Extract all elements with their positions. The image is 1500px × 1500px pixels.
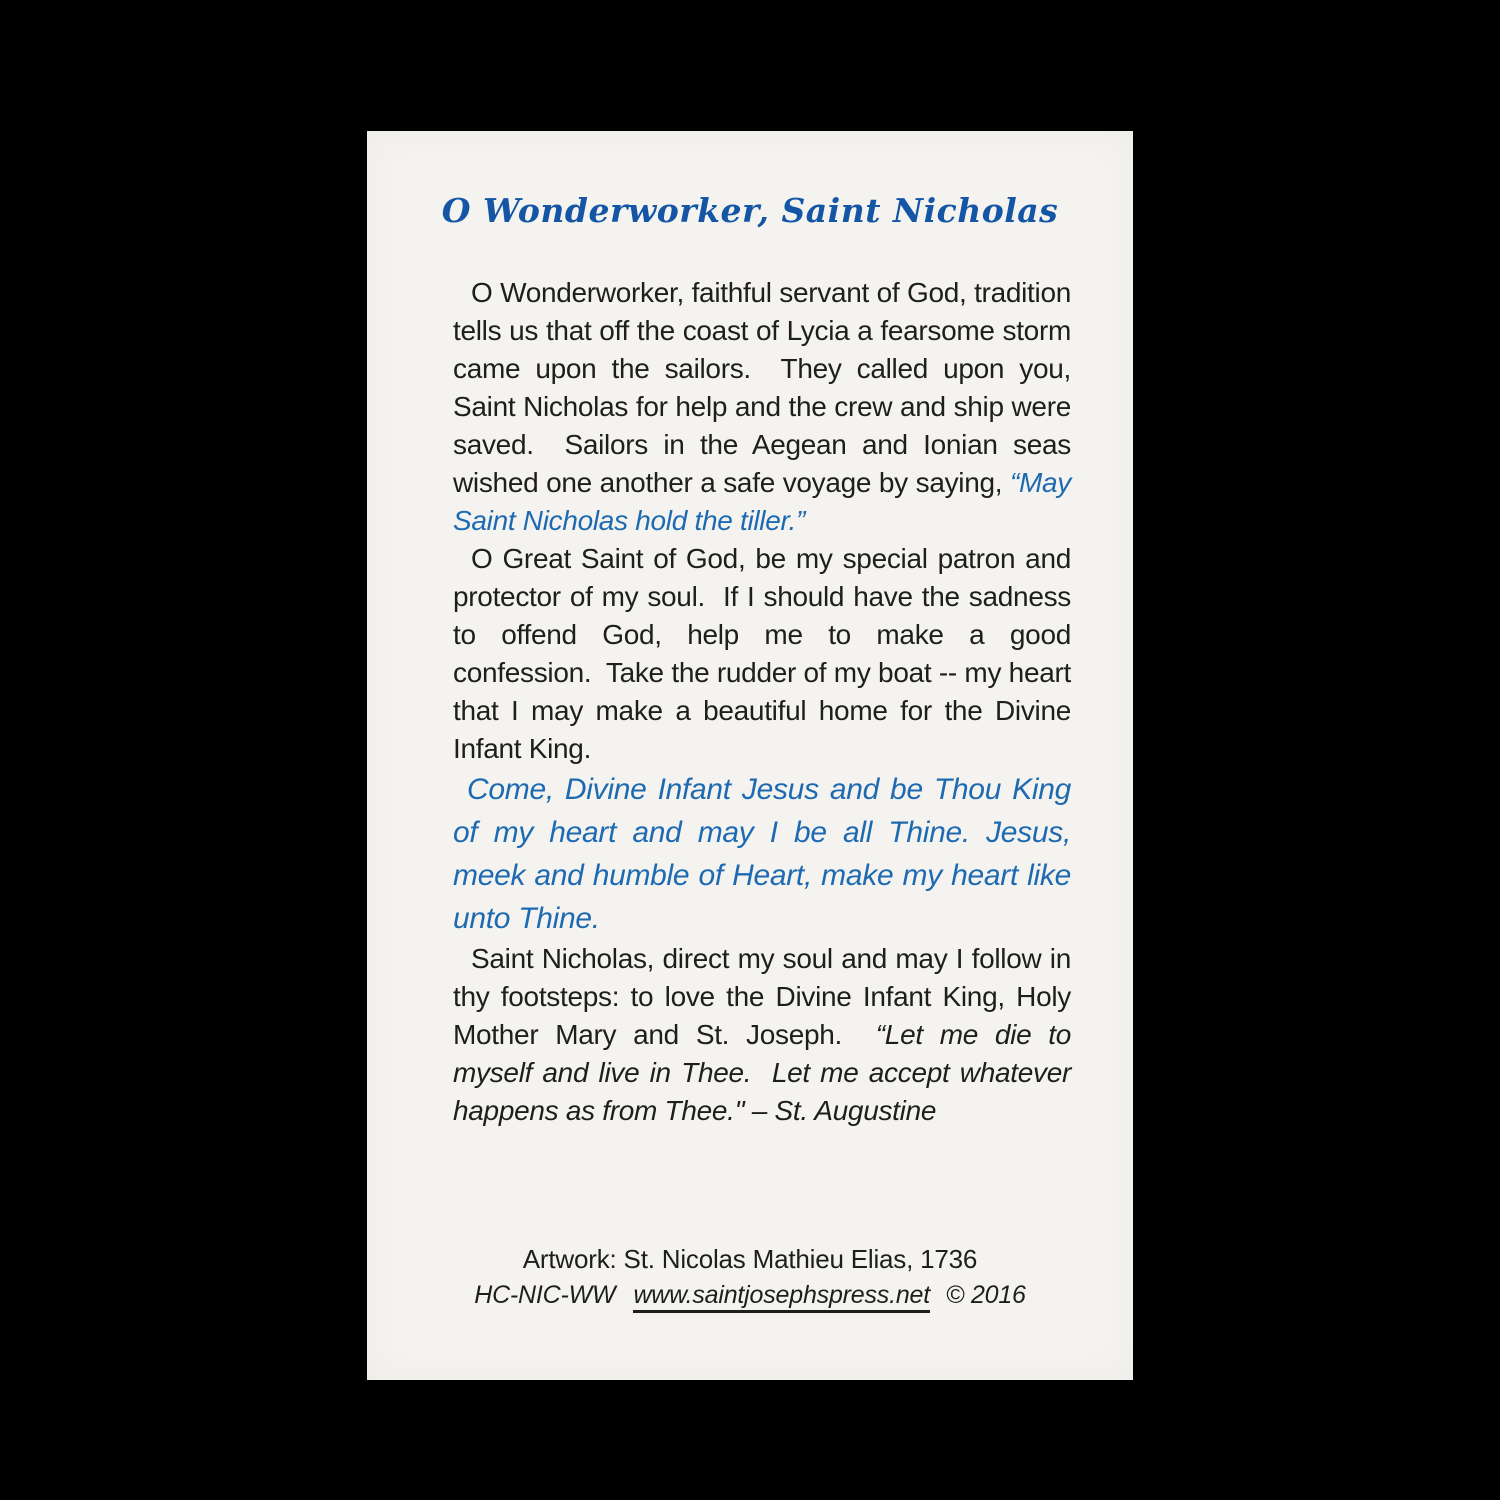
publisher-line — [367, 1277, 1133, 1313]
artwork-credit: Artwork: St. Nicolas Mathieu Elias, 1736 — [522, 1244, 978, 1274]
publisher-url: www.saintjosephspress.net — [633, 1281, 930, 1313]
card-title: O Wonderworker, Saint Nicholas — [441, 191, 1059, 230]
prayer-card — [367, 131, 1133, 1380]
paragraph-saint-nicholas — [453, 940, 1079, 1130]
card-footer — [367, 1241, 1133, 1313]
paragraph-wonderworker-black-text: O Wonderworker, faithful servant of God, tradition tells us that off the coast of Lycia a fearsome storm came upon the sailors. They called upon you, Saint Nicholas for help and the crew and ship were saved. Sailors in the Aegean and Ionian seas wished one another a safe voyage by saying, — [453, 277, 1079, 498]
paragraph-wonderworker-blue-quote: “May Saint Nicholas hold the tiller.” — [453, 467, 1079, 536]
product-code: HC-NIC-WW — [474, 1281, 616, 1309]
prayer-text-block — [453, 274, 1080, 1130]
paragraph-wonderworker — [453, 274, 1079, 540]
paragraph-augustine-quote: “Let me die to myself and live in Thee. Let me accept whatever happens as from Thee." – St. Augustine — [453, 1019, 1079, 1126]
paragraph-divine-infant-prayer: Come, Divine Infant Jesus and be Thou King of my heart and may I be all Thine. Jesus, meek and humble of Heart, make my heart like unto Thine. — [453, 773, 1080, 935]
paragraph-great-saint: O Great Saint of God, be my special patron and protector of my soul. If I should have the sadness to offend God, help me to make a good confession. Take the rudder of my boat -- my heart that I may make a beautiful home for the Divine Infant King. — [453, 543, 1079, 764]
copyright-notice: © 2016 — [945, 1281, 1026, 1309]
paragraph-saint-nicholas-black-text: Saint Nicholas, direct my soul and may I follow in thy footsteps: to love the Divine Infant King, Holy Mother Mary and St. Joseph. — [453, 943, 1079, 1050]
